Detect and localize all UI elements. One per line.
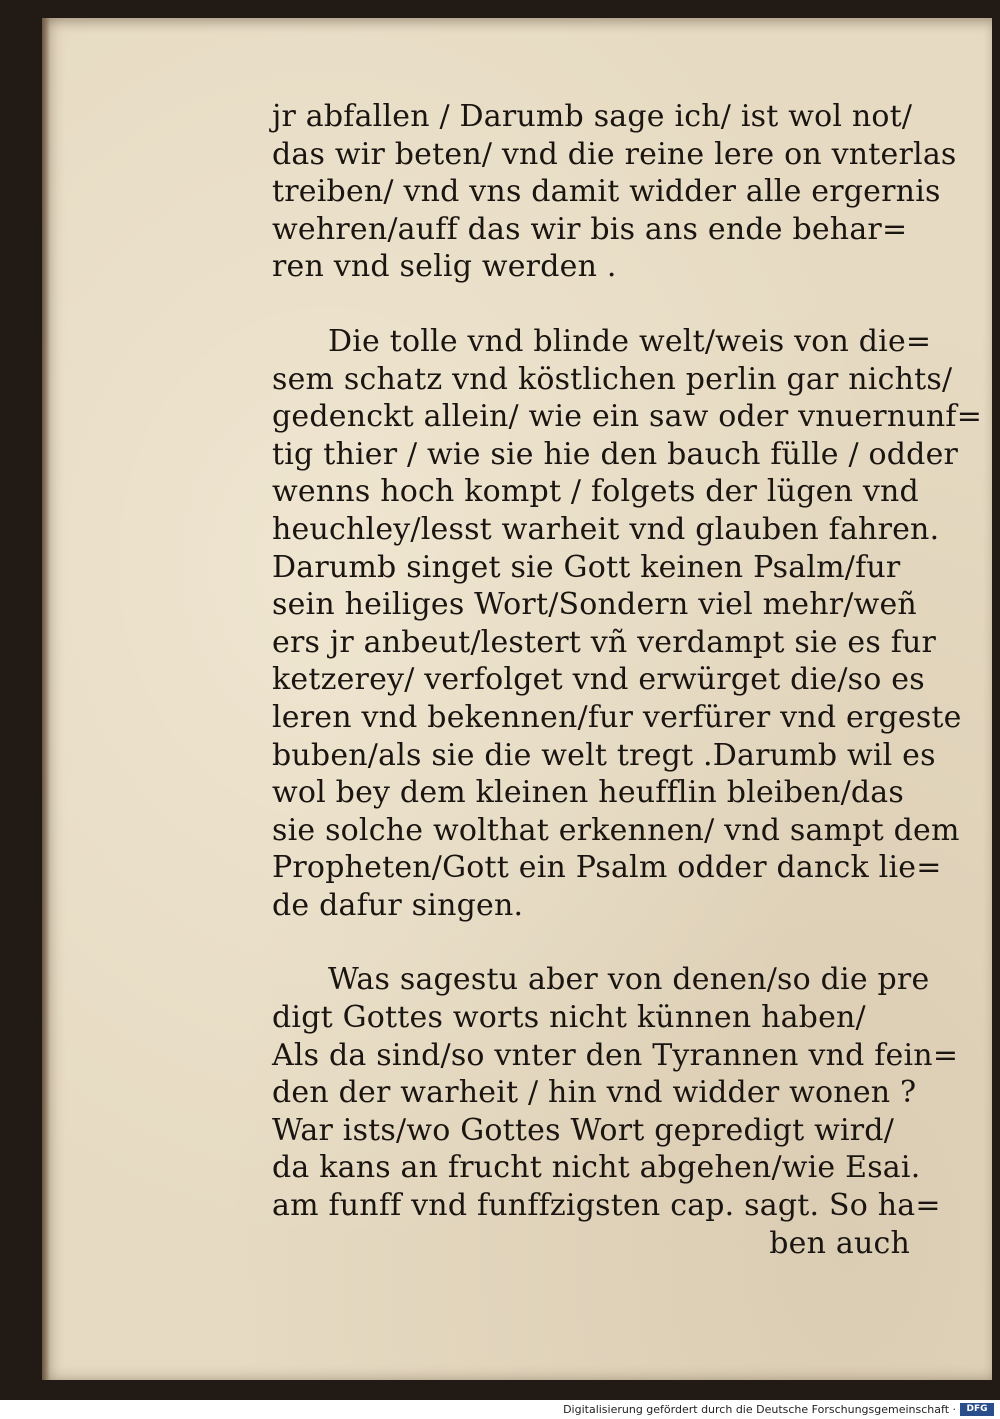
- text-line: Die tolle vnd blinde welt/weis von die=: [328, 323, 932, 359]
- text-line: jr abfallen / Darumb sage ich/ ist wol not/: [272, 99, 913, 134]
- paragraph-3: [272, 961, 959, 1224]
- page-gutter-shadow: [42, 18, 50, 1380]
- text-line: sie solche wolthat erkennen/ vnd sampt dem: [272, 812, 960, 848]
- text-line: am funff vnd funffzigsten cap. sagt. So ha=: [272, 1188, 941, 1224]
- text-line: War ists/wo Gottes Wort gepredigt wird/: [272, 1112, 895, 1148]
- text-line: buben/als sie die welt tregt .Darumb wil es: [272, 737, 936, 773]
- text-line: das wir beten/ vnd die reine lere on vnterlas: [272, 136, 957, 172]
- text-line: ketzerey/ verfolget vnd erwürget die/so es: [272, 662, 925, 698]
- text-line: ren vnd selig werden .: [272, 249, 617, 285]
- text-line: da kans an frucht nicht abgehen/wie Esai.: [272, 1150, 921, 1186]
- text-line: Darumb singet sie Gott keinen Psalm/fur: [272, 549, 901, 585]
- text-line: den der warheit / hin vnd widder wonen ?: [272, 1075, 917, 1111]
- digitization-credit: Digitalisierung gefördert durch die Deutsche Forschungsgemeinschaft ·: [563, 1403, 956, 1416]
- text-line: wehren/auff das wir bis ans ende behar=: [272, 211, 908, 247]
- text-line: ers jr anbeut/lestert vñ verdampt sie es fur: [272, 624, 937, 660]
- text-line: wol bey dem kleinen heufflin bleiben/das: [272, 775, 904, 811]
- text-line: treiben/ vnd vns damit widder alle ergernis: [272, 174, 941, 210]
- page-text: [272, 98, 983, 1262]
- text-line: wenns hoch kompt / folgets der lügen vnd: [272, 474, 919, 510]
- text-line: sem schatz vnd köstlichen perlin gar nichts/: [272, 361, 953, 397]
- text-line: tig thier / wie sie hie den bauch fülle / odder: [272, 436, 959, 472]
- text-line: Propheten/Gott ein Psalm odder danck lie=: [272, 850, 942, 886]
- text-line: Als da sind/so vnter den Tyrannen vnd fein=: [272, 1037, 959, 1073]
- footer-bar: [0, 1400, 1000, 1419]
- paragraph-gap: [272, 924, 952, 961]
- text-line: Was sagestu aber von denen/so die pre: [328, 962, 930, 998]
- catchword: ben auch: [769, 1225, 910, 1261]
- text-line: leren vnd bekennen/fur verfürer vnd ergeste: [272, 699, 962, 735]
- text-line: heuchley/lesst warheit vnd glauben fahren.: [272, 511, 940, 547]
- paragraph-2: [272, 323, 983, 925]
- dfg-logo: DFG: [960, 1403, 994, 1416]
- text-line: sein heiliges Wort/Sondern viel mehr/weñ: [272, 587, 917, 623]
- text-line: gedenckt allein/ wie ein saw oder vnuernunf=: [272, 399, 983, 435]
- text-line: digt Gottes worts nicht künnen haben/: [272, 1000, 866, 1036]
- text-line: de dafur singen.: [272, 887, 524, 923]
- paragraph-1: [272, 98, 957, 286]
- paragraph-gap: [272, 286, 952, 323]
